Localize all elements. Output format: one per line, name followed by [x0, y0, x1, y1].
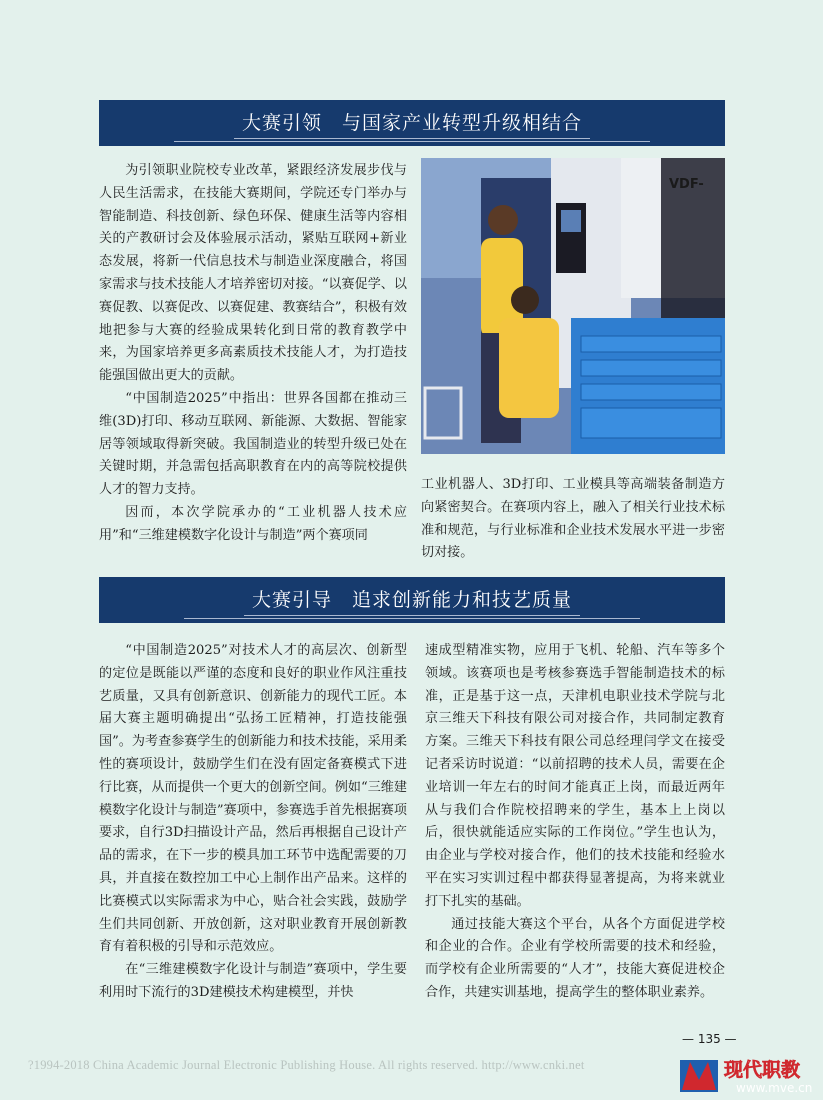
section1-right-column — [421, 474, 725, 565]
paragraph: 速成型精准实物，应用于飞机、轮船、汽车等多个领域。该赛项也是考核参赛选手智能制造技术的标准，正是基于这一点，天津机电职业技术学院与北京三维天下科技有限公司对接合作，共同制定教育方案。三维天下科技有限公司总经理闫学文在接受记者采访时说道：“以前招聘的技术人员，需要在企业培训一年左右的时间才能真正上岗，而最近两年从与我们合作院校招聘来的学生，基本上上岗以后，很快就能适应实际的工作岗位。”学生也认为，由企业与学校对接合作，他们的技术技能和经验水平在实习实训过程中都获得显著提高，为将来就业打下扎实的基础。 — [425, 643, 725, 909]
paragraph: 在“三维建模数字化设计与制造”赛项中，学生要利用时下流行的3D建模技术构建模型，并快 — [99, 962, 407, 1000]
copyright-footer: ?1994-2018 China Academic Journal Electronic Publishing House. All rights reserved. http://www.cnki.net — [28, 1058, 585, 1072]
section2-banner — [99, 577, 725, 623]
paragraph: 通过技能大赛这个平台，从各个方面促进学校和企业的合作。企业有学校所需要的技术和经验，而学校有企业所需要的“人才”，技能大赛促进校企合作，共建实训基地，提高学生的整体职业素养。 — [425, 916, 725, 1000]
section1-banner-title: 大赛引领 与国家产业转型升级相结合 — [234, 108, 590, 139]
section2-banner-title: 大赛引导 追求创新能力和技艺质量 — [244, 585, 580, 616]
paragraph: 为引领职业院校专业改革，紧跟经济发展步伐与人民生活需求，在技能大赛期间，学院还专门举办与智能制造、科技创新、绿色环保、健康生活等内容相关的产教研讨会及体验展示活动，紧贴互联网+新业态发展，将新一代信息技术与制造业深度融合，将国家需求与技术技能人才培养密切对接。“以赛促学、以赛促教、以赛促改、以赛促建、教赛结合”，积极有效地把参与大赛的经验成果转化到日常的教育教学中来，为国家培养更多高素质技术技能人才，为打造技能强国做出更大的贡献。 — [99, 163, 407, 384]
section2-right-column — [425, 640, 725, 1005]
paragraph: “中国制造2025”中指出：世界各国都在推动三维(3D)打印、移动互联网、新能源、大数据、智能家居等领域取得新突破。我国制造业的转型升级已处在关键时期，并急需包括高职教育在内的高等院校提供人才的智力支持。 — [99, 390, 407, 498]
paragraph: 工业机器人、3D打印、工业模具等高端装备制造方向紧密契合。在赛项内容上，融入了相关行业技术标准和规范，与行业标准和企业技术发展水平进一步密切对接。 — [421, 477, 725, 561]
page-number: — 135 — — [682, 1032, 737, 1046]
section1-banner — [99, 100, 725, 146]
mve-logo-icon — [680, 1052, 820, 1096]
section2-left-column — [99, 640, 407, 1005]
paragraph: “中国制造2025”对技术人才的高层次、创新型的定位是既能以严谨的态度和良好的职业作风注重技艺质量，又具有创新意识、创新能力的现代工匠。本届大赛主题明确提出“弘扬工匠精神，打造技能强国”。为考查参赛学生的创新能力和技术技能，采用柔性的赛项设计，鼓励学生们在没有固定备赛模式下进行比赛，从而提供一个更大的创新空间。例如“三维建模数字化设计与制造”赛项中，参赛选手首先根据赛项要求，自行3D扫描设计产品，然后再根据自己设计产品的需求，在下一步的模具加工环节中选配需要的刀具，并直接在数控加工中心上制作出产品来。这样的比赛模式以实际需求为中心，贴合社会实践，鼓励学生们共同创新、开放创新，这对职业教育开展创新教育有着积极的引导和示范效应。 — [99, 643, 407, 955]
machine-brand-label: VDF- — [669, 177, 704, 192]
logo-url: www.mve.cn — [736, 1081, 813, 1095]
section1-left-column — [99, 160, 407, 548]
magazine-logo — [680, 1052, 820, 1096]
logo-title: 现代职教 — [724, 1059, 801, 1081]
paragraph: 因而，本次学院承办的“工业机器人技术应用”和“三维建模数字化设计与制造”两个赛项同 — [99, 504, 407, 543]
workshop-photo — [421, 158, 725, 454]
workshop-photo-illustration — [421, 158, 725, 454]
